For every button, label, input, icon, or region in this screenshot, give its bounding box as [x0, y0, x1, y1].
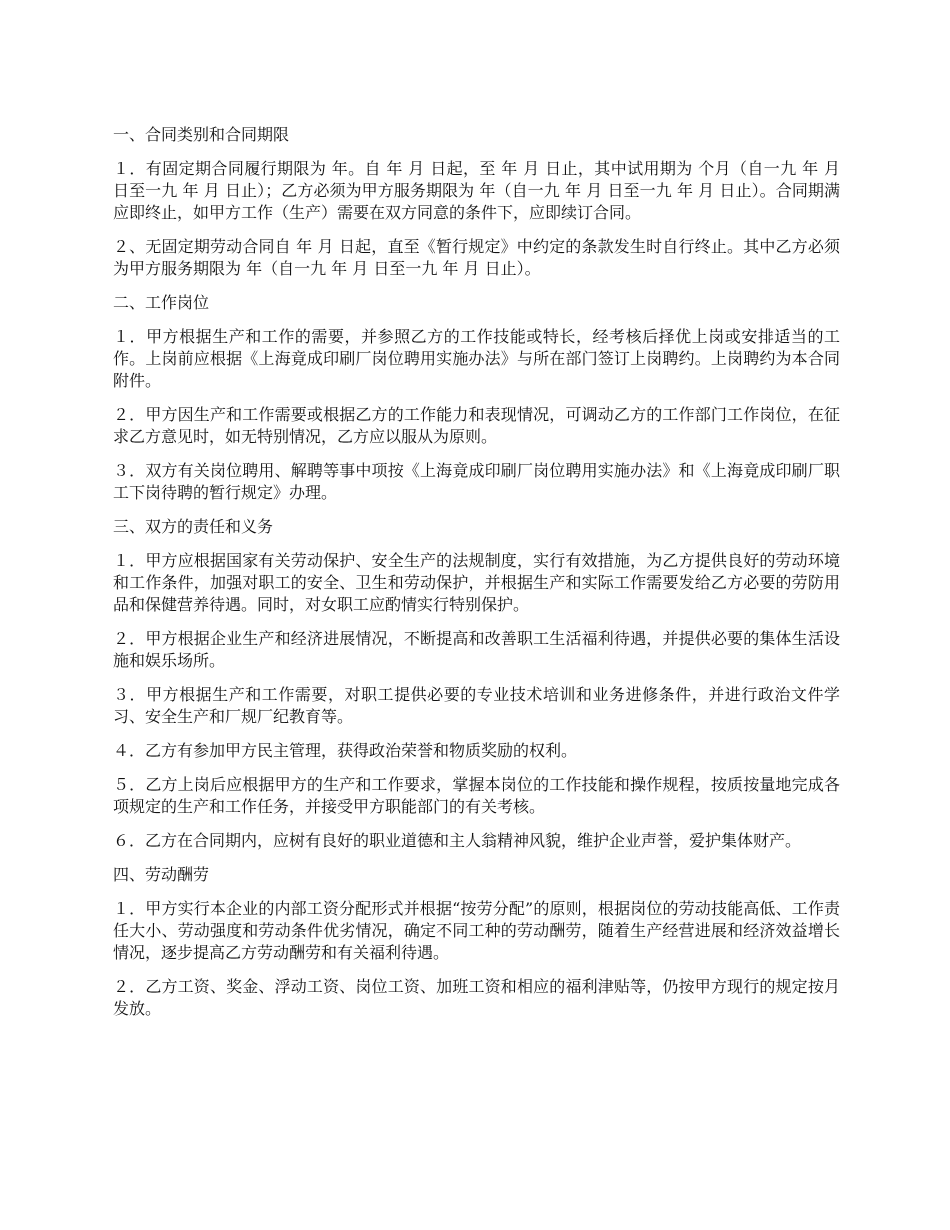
paragraph: ５．乙方上岗后应根据甲方的生产和工作要求，掌握本岗位的工作技能和操作规程，按质按量地完成各项规定的生产和工作任务，并接受甲方职能部门的有关考核。	[113, 775, 840, 816]
document-page	[113, 124, 840, 1032]
section-heading: 二、工作岗位	[113, 293, 210, 312]
paragraph: ６．乙方在合同期内，应树有良好的职业道德和主人翁精神风貌，维护企业声誉，爱护集体财产。	[113, 831, 802, 850]
section-remuneration	[113, 864, 840, 1020]
paragraph: １．甲方实行本企业的内部工资分配形式并根据“按劳分配”的原则，根据岗位的劳动技能高低、工作责任大小、劳动强度和劳动条件优劣情况，确定不同工种的劳动酬劳，随着生产经营进展和经济效益增长情况，逐步提高乙方劳动酬劳和有关福利待遇。	[113, 899, 840, 962]
paragraph: ２．甲方根据企业生产和经济进展情况，不断提高和改善职工生活福利待遇，并提供必要的集体生活设施和娱乐场所。	[113, 629, 840, 670]
paragraph: １．有固定期合同履行期限为 年。自 年 月 日起，至 年 月 日止，其中试用期为 个月（自一九 年 月 日至一九 年 月 日止）；乙方必须为甲方服务期限为 年（自一九 年 月 日至一九 年 月 日止）。合同期满应即终止，如甲方工作（生产）需要在双方同意的条件下，应即续订合同。	[113, 159, 840, 222]
section-heading: 三、双方的责任和义务	[113, 517, 274, 536]
paragraph: ４．乙方有参加甲方民主管理，获得政治荣誉和物质奖励的权利。	[113, 741, 578, 760]
paragraph: １．甲方根据生产和工作的需要，并参照乙方的工作技能或特长，经考核后择优上岗或安排适当的工作。上岗前应根据《上海竟成印刷厂岗位聘用实施办法》与所在部门签订上岗聘约。上岗聘约为本合同附件。	[113, 327, 840, 390]
paragraph: ３．双方有关岗位聘用、解聘等事中项按《上海竟成印刷厂岗位聘用实施办法》和《上海竟成印刷厂职工下岗待聘的暂行规定》办理。	[113, 461, 840, 502]
paragraph: ２．乙方工资、奖金、浮动工资、岗位工资、加班工资和相应的福利津贴等，仍按甲方现行的规定按月发放。	[113, 977, 840, 1018]
section-heading: 四、劳动酬劳	[113, 865, 210, 884]
section-contract-type	[113, 124, 840, 280]
section-job-position	[113, 292, 840, 504]
section-heading: 一、合同类别和合同期限	[113, 125, 290, 144]
paragraph: １．甲方应根据国家有关劳动保护、安全生产的法规制度，实行有效措施，为乙方提供良好的劳动环境和工作条件，加强对职工的安全、卫生和劳动保护，并根据生产和实际工作需要发给乙方必要的劳防用品和保健营养待遇。同时，对女职工应酌情实行特别保护。	[113, 551, 840, 614]
section-responsibilities	[113, 516, 840, 852]
paragraph: ３．甲方根据生产和工作需要，对职工提供必要的专业技术培训和业务进修条件，并进行政治文件学习、安全生产和厂规厂纪教育等。	[113, 685, 840, 726]
paragraph: ２、无固定期劳动合同自 年 月 日起，直至《暂行规定》中约定的条款发生时自行终止。其中乙方必须为甲方服务期限为 年（自一九 年 月 日至一九 年 月 日止）。	[113, 237, 840, 278]
paragraph: ２．甲方因生产和工作需要或根据乙方的工作能力和表现情况，可调动乙方的工作部门工作岗位，在征求乙方意见时，如无特别情况，乙方应以服从为原则。	[113, 405, 840, 446]
